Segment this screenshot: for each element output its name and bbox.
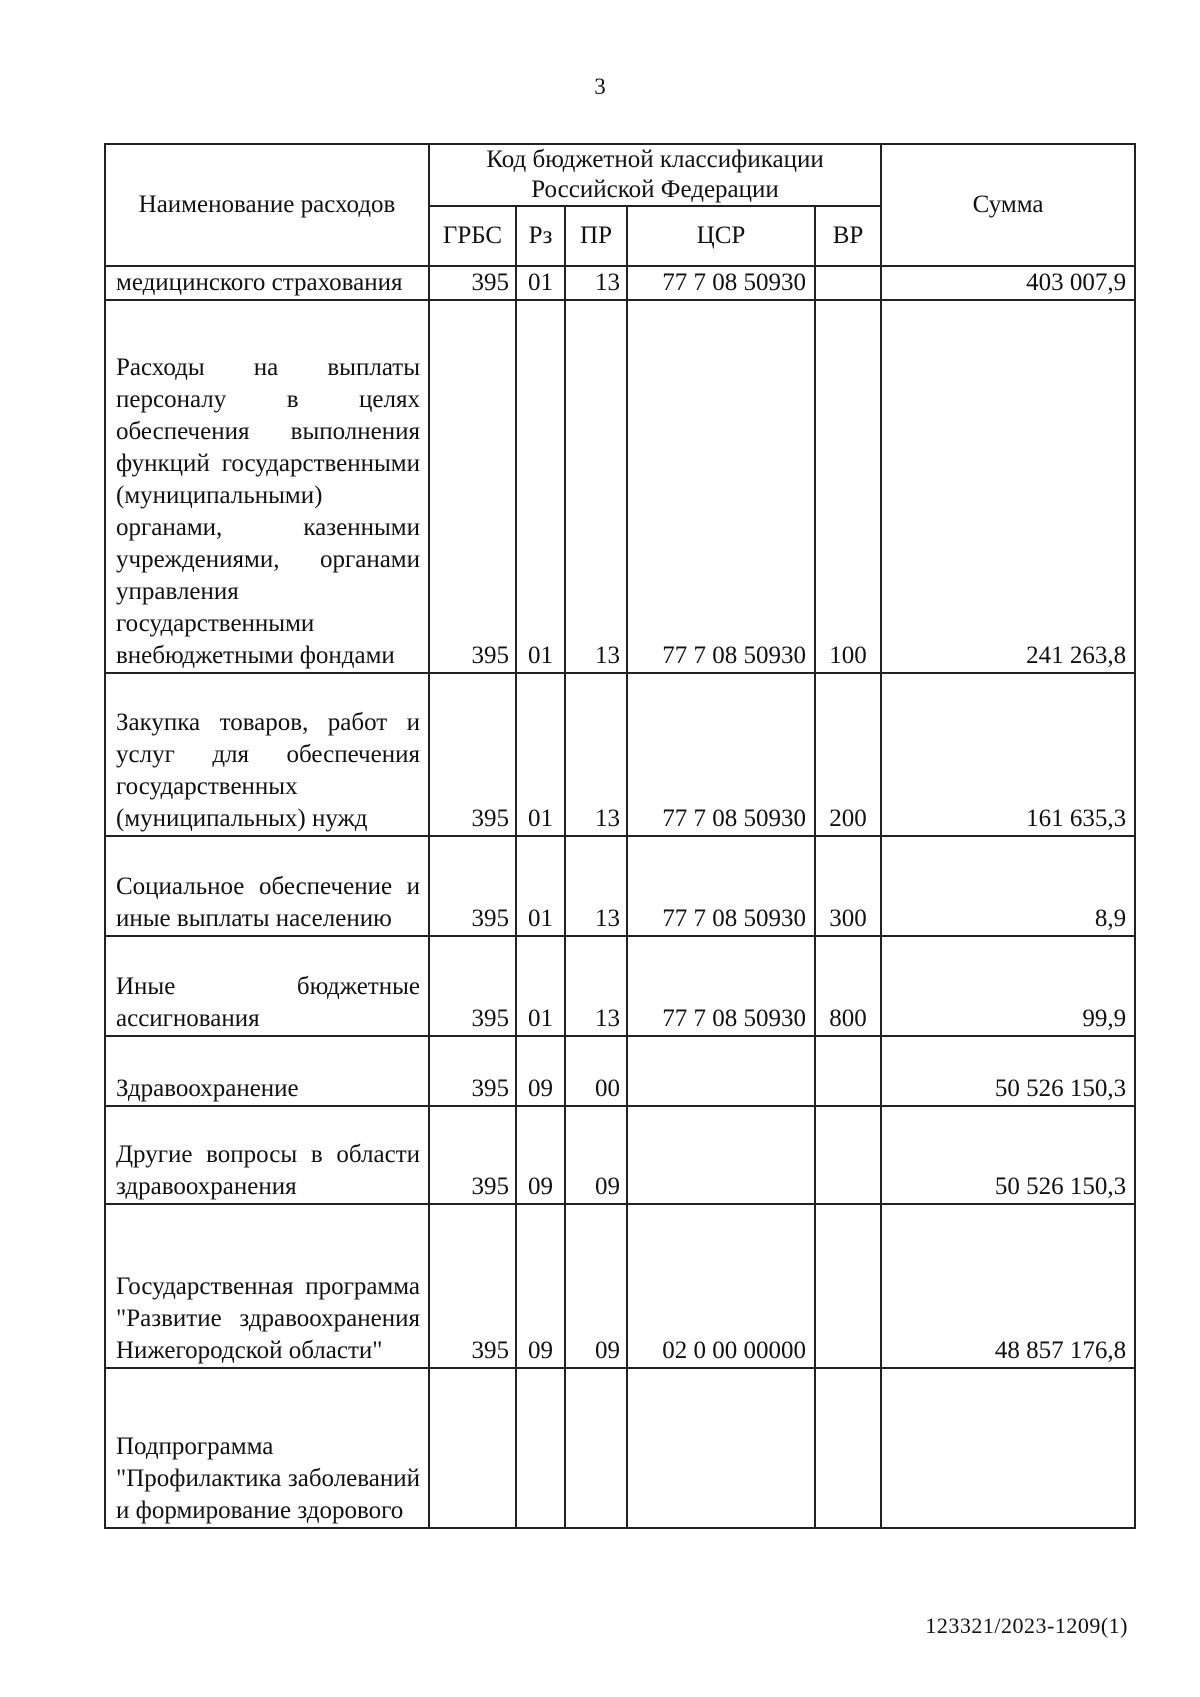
row-csr xyxy=(627,1368,815,1528)
row-vr xyxy=(815,1368,881,1528)
row-grbs: 395 xyxy=(429,1106,516,1204)
row-grbs: 395 xyxy=(429,936,516,1036)
table-row xyxy=(105,836,1135,936)
table-row xyxy=(105,1368,1135,1528)
page-number: 3 xyxy=(594,74,606,99)
row-csr: 77 7 08 50930 xyxy=(627,300,815,673)
table-row xyxy=(105,1204,1135,1368)
row-pr: 13 xyxy=(565,673,627,836)
row-rz: 09 xyxy=(516,1036,565,1106)
header-row-1 xyxy=(105,144,1135,206)
row-name: Другие вопросы в области здравоохранения xyxy=(105,1106,429,1204)
row-sum: 161 635,3 xyxy=(881,673,1135,836)
header-rz: Рз xyxy=(516,206,565,266)
row-name: Закупка товаров, работ и услуг для обеспечения государственных (муниципальных) нужд xyxy=(105,673,429,836)
row-name: Расходы на выплаты персоналу в целях обеспечения выполнения функций государственными (муниципальными) органами, казенными учреждениями, органами управления государственными внебюджетными фондами xyxy=(105,300,429,673)
row-grbs: 395 xyxy=(429,1204,516,1368)
row-pr: 00 xyxy=(565,1036,627,1106)
row-csr xyxy=(627,1106,815,1204)
row-name: Подпрограмма "Профилактика заболеваний и формирование здорового xyxy=(105,1368,429,1528)
row-rz: 09 xyxy=(516,1106,565,1204)
row-vr xyxy=(815,1106,881,1204)
header-code-group: Код бюджетной классификации Российской Федерации xyxy=(429,144,881,206)
table-row xyxy=(105,936,1135,1036)
header-pr: ПР xyxy=(565,206,627,266)
row-csr: 02 0 00 00000 xyxy=(627,1204,815,1368)
row-pr: 09 xyxy=(565,1204,627,1368)
row-rz: 01 xyxy=(516,936,565,1036)
row-name: Социальное обеспечение и иные выплаты населению xyxy=(105,836,429,936)
row-name: медицинского страхования xyxy=(105,266,429,300)
row-vr xyxy=(815,1204,881,1368)
row-csr: 77 7 08 50930 xyxy=(627,936,815,1036)
row-rz: 01 xyxy=(516,266,565,300)
row-sum: 241 263,8 xyxy=(881,300,1135,673)
row-csr: 77 7 08 50930 xyxy=(627,266,815,300)
row-sum xyxy=(881,1368,1135,1528)
row-pr: 13 xyxy=(565,300,627,673)
table-row xyxy=(105,266,1135,300)
row-csr: 77 7 08 50930 xyxy=(627,673,815,836)
row-rz xyxy=(516,1368,565,1528)
header-csr: ЦСР xyxy=(627,206,815,266)
row-grbs xyxy=(429,1368,516,1528)
row-sum: 8,9 xyxy=(881,836,1135,936)
table-row xyxy=(105,1036,1135,1106)
table-row xyxy=(105,300,1135,673)
row-vr: 200 xyxy=(815,673,881,836)
row-sum: 50 526 150,3 xyxy=(881,1036,1135,1106)
row-rz: 09 xyxy=(516,1204,565,1368)
row-rz: 01 xyxy=(516,673,565,836)
row-csr: 77 7 08 50930 xyxy=(627,836,815,936)
row-csr xyxy=(627,1036,815,1106)
row-pr: 13 xyxy=(565,266,627,300)
table-row xyxy=(105,1106,1135,1204)
row-vr: 800 xyxy=(815,936,881,1036)
row-name: Государственная программа "Развитие здравоохранения Нижегородской области" xyxy=(105,1204,429,1368)
row-vr: 100 xyxy=(815,300,881,673)
row-grbs: 395 xyxy=(429,673,516,836)
document-registration-code: 123321/2023-1209(1) xyxy=(925,1613,1128,1638)
header-vr: ВР xyxy=(815,206,881,266)
row-sum: 403 007,9 xyxy=(881,266,1135,300)
row-pr: 13 xyxy=(565,836,627,936)
row-vr xyxy=(815,266,881,300)
row-vr xyxy=(815,1036,881,1106)
row-vr: 300 xyxy=(815,836,881,936)
row-grbs: 395 xyxy=(429,836,516,936)
row-pr xyxy=(565,1368,627,1528)
header-name: Наименование расходов xyxy=(105,144,429,266)
row-sum: 48 857 176,8 xyxy=(881,1204,1135,1368)
row-pr: 13 xyxy=(565,936,627,1036)
table-row xyxy=(105,673,1135,836)
budget-table xyxy=(104,143,1136,1529)
row-sum: 99,9 xyxy=(881,936,1135,1036)
row-pr: 09 xyxy=(565,1106,627,1204)
row-rz: 01 xyxy=(516,300,565,673)
row-name: Здравоохранение xyxy=(105,1036,429,1106)
header-grbs: ГРБС xyxy=(429,206,516,266)
row-grbs: 395 xyxy=(429,1036,516,1106)
row-rz: 01 xyxy=(516,836,565,936)
row-grbs: 395 xyxy=(429,300,516,673)
row-name: Иные бюджетные ассигнования xyxy=(105,936,429,1036)
header-sum: Сумма xyxy=(881,144,1135,266)
row-sum: 50 526 150,3 xyxy=(881,1106,1135,1204)
row-grbs: 395 xyxy=(429,266,516,300)
